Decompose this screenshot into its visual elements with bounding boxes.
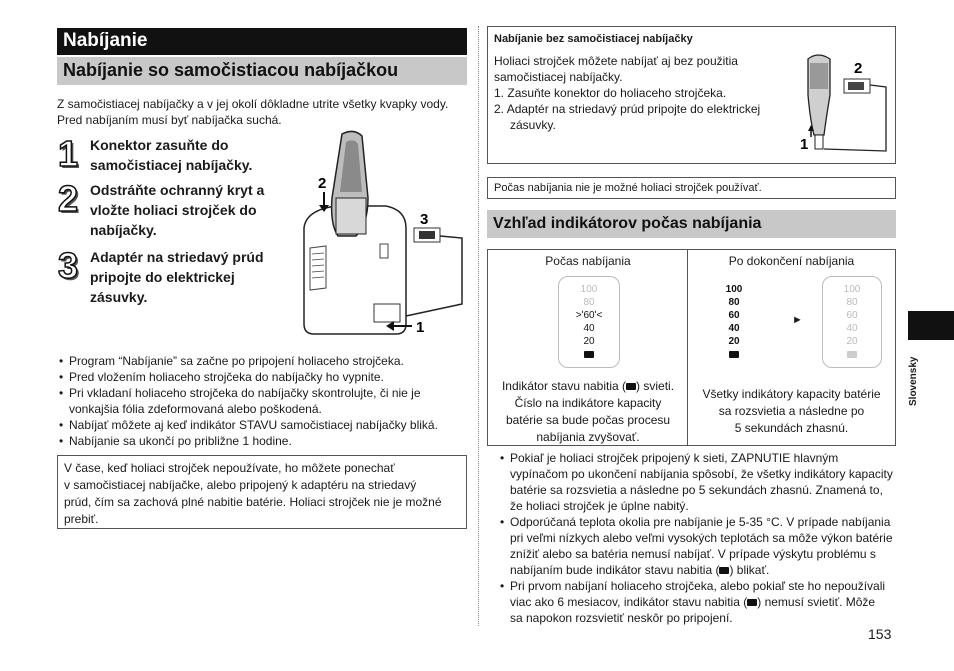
plug-icon <box>626 383 636 390</box>
section-title: Nabíjanie <box>57 28 467 55</box>
fig-label-2: 2 <box>854 60 863 77</box>
during-charging-description: Indikátor stavu nabitia ( ) svieti. Číslo na indikátore kapacity batérie sa bude počas procesu nabíjania zvyšovať. <box>501 379 675 444</box>
step-1-number: 1 <box>58 133 79 174</box>
during-charging-panel <box>487 249 688 446</box>
charger-illustration <box>296 128 472 344</box>
fig-label-1: 1 <box>800 136 809 153</box>
no-charger-box <box>487 26 896 164</box>
list-item: • Odporúčaná teplota okolia pre nabíjanie je 5-35 °C. V prípade nabíjania pri veľmi nízkych alebo veľmi vysokých teplotách sa môže výkon batérie znížiť alebo sa batéria nemusí nabíjať. V prípade výskytu problému s nabíjaním bude indikátor stavu nabitia ( ) blikať. <box>510 514 920 578</box>
indicators-title: Vzhľad indikátorov počas nabíjania <box>487 210 896 238</box>
level-80: 80 <box>583 297 595 308</box>
level-40: 40 <box>583 323 595 334</box>
level-100: 100 <box>580 284 598 295</box>
page-number: 153 <box>868 626 892 642</box>
step-2-text: Odstráňte ochranný kryt a vložte holiaci strojček do nabíjačky. <box>90 182 265 238</box>
step-3-text: Adaptér na striedavý prúd pripojte do elektrickej zásuvky. <box>90 249 264 305</box>
plug-icon <box>559 348 619 361</box>
side-tab-marker <box>908 311 954 340</box>
during-charging-heading: Počas nabíjania <box>545 254 631 268</box>
plug-icon <box>705 348 763 361</box>
no-charger-title: Nabíjanie bez samočistiacej nabíjačky <box>494 33 693 45</box>
side-tab-label: Slovensky <box>908 356 919 406</box>
list-item: • Nabíjať môžete aj keď indikátor STAVU samočistiacej nabíjačky bliká. <box>69 417 489 433</box>
figure-label-1: 1 <box>416 319 425 336</box>
right-bullet-list <box>498 450 920 626</box>
figure-label-2: 2 <box>318 175 327 192</box>
intro-text: Z samočistiacej nabíjačky a v jej okolí dôkladne utrite všetky kvapky vody. Pred nabíjaním musí byť nabíjačka suchá. <box>57 97 449 127</box>
note-box: V čase, keď holiaci strojček nepoužívate, ho môžete ponechať v samočistiacej nabíjačke, alebo pripojený k adaptéru na striedavý prúd, čím sa zachová plné nabitie batérie. Holiaci strojček nie je možné prebiť. <box>57 455 467 529</box>
plug-icon <box>823 348 881 361</box>
step-2-number: 2 <box>58 178 79 219</box>
list-item: • Program “Nabíjanie” sa začne po pripojení holiaceho strojčeka. <box>69 353 489 369</box>
level-20: 20 <box>583 336 595 347</box>
arrow-right-icon: ► <box>792 314 803 326</box>
level-60-blinking: >ʹ60ʹ< <box>575 310 603 321</box>
step-3-number: 3 <box>58 245 79 286</box>
list-item: • Pokiaľ je holiaci strojček pripojený k sieti, ZAPNUTIE hlavným vypínačom po ukončení nabíjania spôsobí, že všetky indikátory kapacity batérie sa rozsvietia a následne po 5 sekundách zhasnú. Znamená to, že holiaci strojček je úplne nabitý. <box>510 450 920 514</box>
indicator-full: 100 80 60 40 20 <box>704 276 764 368</box>
list-item: • Pri prvom nabíjaní holiaceho strojčeka, alebo pokiaľ ste ho nepoužívali viac ako 6 mesiacov, indikátor stavu nabitia ( ) nemusí svietiť. Môže sa napokon rozsvietiť neskôr po pripojení. <box>510 578 920 626</box>
column-divider <box>478 26 479 626</box>
plug-icon <box>719 567 729 574</box>
plug-icon <box>747 599 757 606</box>
left-bullet-list <box>57 353 489 449</box>
after-charging-heading: Po dokončení nabíjania <box>728 254 855 268</box>
after-charging-panel <box>688 249 896 446</box>
indicator-off: 100 80 60 40 20 <box>822 276 882 368</box>
warning-box: Počas nabíjania nie je možné holiaci strojček používať. <box>487 177 896 199</box>
step-1-text: Konektor zasuňte do samočistiacej nabíjačky. <box>90 137 253 173</box>
subsection-title: Nabíjanie so samočistiacou nabíjačkou <box>57 57 467 85</box>
no-charger-text: Holiaci strojček môžete nabíjať aj bez použitia samočistiacej nabíjačky. 1. Zasuňte konektor do holiaceho strojčeka. 2. Adaptér na striedavý prúd pripojte do elektrickej zásuvky. <box>494 54 761 132</box>
list-item: • Pred vložením holiaceho strojčeka do nabíjačky ho vypnite. <box>69 369 489 385</box>
list-item: • Pri vkladaní holiaceho strojčeka do nabíjačky skontrolujte, či nie je vonkajšia fólia zdeformovaná alebo poškodená. <box>69 385 489 417</box>
shaver-cable-illustration <box>800 45 892 159</box>
list-item: • Nabíjanie sa ukončí po približne 1 hodine. <box>69 433 489 449</box>
figure-label-3: 3 <box>420 211 429 228</box>
indicator-charging <box>558 276 620 368</box>
after-charging-description: Všetky indikátory kapacity batérie sa rozsvietia a následne po 5 sekundách zhasnú. <box>702 387 881 435</box>
